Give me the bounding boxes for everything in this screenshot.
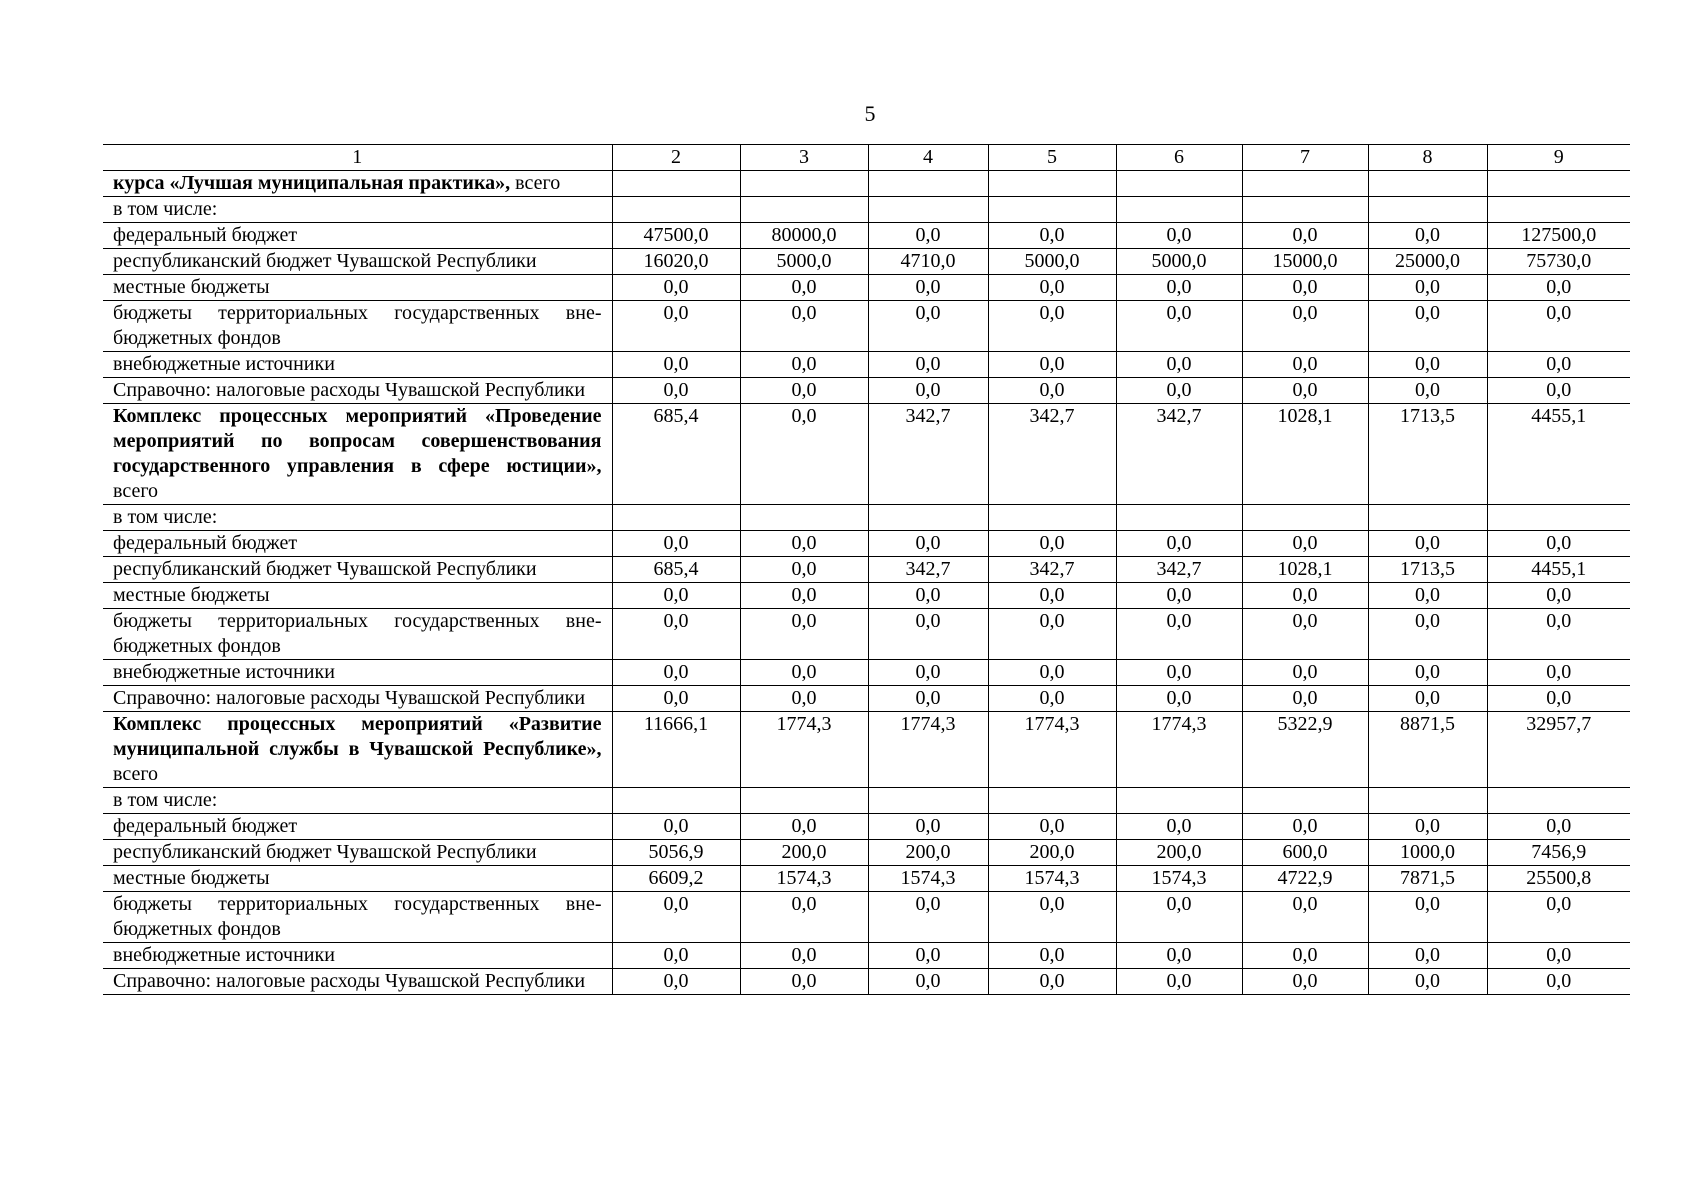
value-cell-col-9 <box>1487 505 1630 531</box>
value-cell-col-5: 0,0 <box>988 583 1116 609</box>
row-label: внебюджетные источники <box>103 660 612 686</box>
value-cell-col-4: 0,0 <box>868 943 988 969</box>
value-cell-col-3 <box>740 505 868 531</box>
value-cell-col-9: 4455,1 <box>1487 404 1630 505</box>
value-cell-col-4: 1774,3 <box>868 712 988 788</box>
value-cell-col-4 <box>868 197 988 223</box>
value-cell-col-8: 1713,5 <box>1368 557 1487 583</box>
value-cell-col-7: 0,0 <box>1242 223 1368 249</box>
row-label: республиканский бюджет Чувашской Республики <box>103 840 612 866</box>
value-cell-col-5 <box>988 505 1116 531</box>
value-cell-col-3: 0,0 <box>740 352 868 378</box>
value-cell-col-4: 0,0 <box>868 609 988 660</box>
table-row <box>103 840 1630 866</box>
value-cell-col-3: 1574,3 <box>740 866 868 892</box>
value-cell-col-8: 0,0 <box>1368 969 1487 995</box>
value-cell-col-2: 0,0 <box>612 686 740 712</box>
table-row <box>103 249 1630 275</box>
value-cell-col-3: 0,0 <box>740 275 868 301</box>
value-cell-col-7: 0,0 <box>1242 301 1368 352</box>
value-cell-col-3: 0,0 <box>740 557 868 583</box>
value-cell-col-6: 0,0 <box>1116 686 1242 712</box>
table-row <box>103 609 1630 660</box>
table-row <box>103 969 1630 995</box>
value-cell-col-7: 0,0 <box>1242 814 1368 840</box>
value-cell-col-2: 0,0 <box>612 609 740 660</box>
value-cell-col-9: 0,0 <box>1487 583 1630 609</box>
value-cell-col-6: 200,0 <box>1116 840 1242 866</box>
value-cell-col-9: 0,0 <box>1487 892 1630 943</box>
table-row <box>103 301 1630 352</box>
value-cell-col-7: 0,0 <box>1242 943 1368 969</box>
value-cell-col-5: 0,0 <box>988 660 1116 686</box>
value-cell-col-9: 0,0 <box>1487 378 1630 404</box>
row-label: местные бюджеты <box>103 583 612 609</box>
value-cell-col-7: 4722,9 <box>1242 866 1368 892</box>
budget-table <box>103 144 1630 995</box>
value-cell-col-4: 0,0 <box>868 223 988 249</box>
value-cell-col-7: 0,0 <box>1242 531 1368 557</box>
value-cell-col-4 <box>868 171 988 197</box>
value-cell-col-2: 0,0 <box>612 275 740 301</box>
row-label: Справочно: налоговые расходы Чувашской Республики <box>103 378 612 404</box>
value-cell-col-9: 0,0 <box>1487 686 1630 712</box>
value-cell-col-3 <box>740 197 868 223</box>
value-cell-col-6: 1774,3 <box>1116 712 1242 788</box>
value-cell-col-5: 0,0 <box>988 301 1116 352</box>
value-cell-col-2: 0,0 <box>612 943 740 969</box>
value-cell-col-5: 342,7 <box>988 404 1116 505</box>
value-cell-col-9: 25500,8 <box>1487 866 1630 892</box>
value-cell-col-2 <box>612 171 740 197</box>
value-cell-col-9: 0,0 <box>1487 660 1630 686</box>
table-row <box>103 943 1630 969</box>
value-cell-col-4: 0,0 <box>868 892 988 943</box>
value-cell-col-9 <box>1487 171 1630 197</box>
value-cell-col-3: 0,0 <box>740 814 868 840</box>
value-cell-col-9 <box>1487 788 1630 814</box>
value-cell-col-9: 4455,1 <box>1487 557 1630 583</box>
value-cell-col-3: 0,0 <box>740 943 868 969</box>
value-cell-col-2: 685,4 <box>612 404 740 505</box>
value-cell-col-8: 0,0 <box>1368 660 1487 686</box>
value-cell-col-2: 16020,0 <box>612 249 740 275</box>
row-label: федеральный бюджет <box>103 814 612 840</box>
value-cell-col-8: 0,0 <box>1368 275 1487 301</box>
row-label <box>103 404 612 505</box>
value-cell-col-4: 342,7 <box>868 404 988 505</box>
value-cell-col-8 <box>1368 171 1487 197</box>
row-label: в том числе: <box>103 505 612 531</box>
table-row <box>103 378 1630 404</box>
table-header-row <box>103 145 1630 171</box>
value-cell-col-5: 0,0 <box>988 943 1116 969</box>
value-cell-col-8: 0,0 <box>1368 352 1487 378</box>
value-cell-col-6: 5000,0 <box>1116 249 1242 275</box>
value-cell-col-7: 1028,1 <box>1242 404 1368 505</box>
value-cell-col-7: 0,0 <box>1242 969 1368 995</box>
value-cell-col-5: 1574,3 <box>988 866 1116 892</box>
row-label: Справочно: налоговые расходы Чувашской Республики <box>103 969 612 995</box>
row-label: в том числе: <box>103 788 612 814</box>
row-label-suffix: всего <box>113 763 159 785</box>
value-cell-col-5: 342,7 <box>988 557 1116 583</box>
value-cell-col-8: 1713,5 <box>1368 404 1487 505</box>
value-cell-col-6: 0,0 <box>1116 352 1242 378</box>
table-row <box>103 197 1630 223</box>
value-cell-col-4: 0,0 <box>868 814 988 840</box>
value-cell-col-6: 0,0 <box>1116 301 1242 352</box>
column-header-7: 7 <box>1242 145 1368 171</box>
value-cell-col-4 <box>868 505 988 531</box>
value-cell-col-9: 0,0 <box>1487 943 1630 969</box>
value-cell-col-7: 0,0 <box>1242 609 1368 660</box>
value-cell-col-2: 0,0 <box>612 814 740 840</box>
value-cell-col-4 <box>868 788 988 814</box>
value-cell-col-3: 0,0 <box>740 378 868 404</box>
value-cell-col-7: 0,0 <box>1242 352 1368 378</box>
value-cell-col-4: 0,0 <box>868 352 988 378</box>
value-cell-col-5: 0,0 <box>988 352 1116 378</box>
value-cell-col-8: 8871,5 <box>1368 712 1487 788</box>
table-row <box>103 404 1630 505</box>
column-header-2: 2 <box>612 145 740 171</box>
value-cell-col-9: 75730,0 <box>1487 249 1630 275</box>
value-cell-col-9: 0,0 <box>1487 352 1630 378</box>
value-cell-col-4: 1574,3 <box>868 866 988 892</box>
table-body <box>103 145 1630 995</box>
value-cell-col-2: 0,0 <box>612 378 740 404</box>
value-cell-col-8 <box>1368 788 1487 814</box>
table-row <box>103 557 1630 583</box>
value-cell-col-8: 0,0 <box>1368 814 1487 840</box>
value-cell-col-5: 0,0 <box>988 686 1116 712</box>
value-cell-col-8 <box>1368 505 1487 531</box>
table-row <box>103 275 1630 301</box>
value-cell-col-3: 0,0 <box>740 609 868 660</box>
value-cell-col-6: 0,0 <box>1116 609 1242 660</box>
value-cell-col-3: 1774,3 <box>740 712 868 788</box>
value-cell-col-2: 5056,9 <box>612 840 740 866</box>
table-row <box>103 788 1630 814</box>
value-cell-col-7 <box>1242 788 1368 814</box>
value-cell-col-4: 0,0 <box>868 969 988 995</box>
value-cell-col-4: 0,0 <box>868 660 988 686</box>
table-row <box>103 660 1630 686</box>
row-label-suffix: всего <box>510 172 561 194</box>
value-cell-col-7: 5322,9 <box>1242 712 1368 788</box>
value-cell-col-6: 0,0 <box>1116 969 1242 995</box>
value-cell-col-5: 0,0 <box>988 378 1116 404</box>
value-cell-col-8: 1000,0 <box>1368 840 1487 866</box>
column-header-1: 1 <box>103 145 612 171</box>
value-cell-col-5: 1774,3 <box>988 712 1116 788</box>
value-cell-col-5: 0,0 <box>988 223 1116 249</box>
column-header-8: 8 <box>1368 145 1487 171</box>
row-label: внебюджетные источники <box>103 943 612 969</box>
value-cell-col-8: 0,0 <box>1368 223 1487 249</box>
column-header-5: 5 <box>988 145 1116 171</box>
value-cell-col-6: 0,0 <box>1116 378 1242 404</box>
value-cell-col-3: 5000,0 <box>740 249 868 275</box>
row-label-suffix: всего <box>113 480 159 502</box>
row-label <box>103 171 612 197</box>
column-header-9: 9 <box>1487 145 1630 171</box>
table-row <box>103 686 1630 712</box>
value-cell-col-3: 0,0 <box>740 969 868 995</box>
value-cell-col-7: 600,0 <box>1242 840 1368 866</box>
value-cell-col-5 <box>988 197 1116 223</box>
value-cell-col-7 <box>1242 171 1368 197</box>
value-cell-col-2: 6609,2 <box>612 866 740 892</box>
value-cell-col-6: 0,0 <box>1116 223 1242 249</box>
value-cell-col-7: 0,0 <box>1242 892 1368 943</box>
value-cell-col-2: 0,0 <box>612 660 740 686</box>
row-label: в том числе: <box>103 197 612 223</box>
value-cell-col-4: 0,0 <box>868 531 988 557</box>
value-cell-col-7: 0,0 <box>1242 686 1368 712</box>
value-cell-col-2: 0,0 <box>612 892 740 943</box>
value-cell-col-6: 0,0 <box>1116 814 1242 840</box>
table-row <box>103 171 1630 197</box>
value-cell-col-2: 0,0 <box>612 969 740 995</box>
value-cell-col-5: 200,0 <box>988 840 1116 866</box>
row-label-bold: Комплекс процессных мероприятий «Проведение мероприятий по вопросам совершенствования государственного управления в сфере юстиции», <box>113 405 602 477</box>
value-cell-col-6: 0,0 <box>1116 660 1242 686</box>
value-cell-col-3: 80000,0 <box>740 223 868 249</box>
value-cell-col-2 <box>612 197 740 223</box>
value-cell-col-5: 0,0 <box>988 892 1116 943</box>
value-cell-col-3: 200,0 <box>740 840 868 866</box>
value-cell-col-5: 0,0 <box>988 275 1116 301</box>
value-cell-col-3: 0,0 <box>740 583 868 609</box>
value-cell-col-6: 342,7 <box>1116 557 1242 583</box>
value-cell-col-7: 0,0 <box>1242 275 1368 301</box>
value-cell-col-5: 0,0 <box>988 609 1116 660</box>
value-cell-col-6 <box>1116 505 1242 531</box>
value-cell-col-9: 0,0 <box>1487 531 1630 557</box>
value-cell-col-8: 0,0 <box>1368 583 1487 609</box>
table-row <box>103 866 1630 892</box>
value-cell-col-2 <box>612 505 740 531</box>
row-label: внебюджетные источники <box>103 352 612 378</box>
row-label: бюджеты территориальных государственных внебюджетных фондов <box>103 609 612 660</box>
column-header-6: 6 <box>1116 145 1242 171</box>
value-cell-col-5: 0,0 <box>988 814 1116 840</box>
value-cell-col-7: 0,0 <box>1242 378 1368 404</box>
value-cell-col-7 <box>1242 505 1368 531</box>
value-cell-col-3: 0,0 <box>740 301 868 352</box>
value-cell-col-6: 1574,3 <box>1116 866 1242 892</box>
value-cell-col-6: 0,0 <box>1116 892 1242 943</box>
value-cell-col-2: 685,4 <box>612 557 740 583</box>
table-row <box>103 712 1630 788</box>
value-cell-col-6: 0,0 <box>1116 583 1242 609</box>
value-cell-col-4: 342,7 <box>868 557 988 583</box>
table-row <box>103 583 1630 609</box>
value-cell-col-7: 1028,1 <box>1242 557 1368 583</box>
table-row <box>103 352 1630 378</box>
value-cell-col-8: 0,0 <box>1368 301 1487 352</box>
value-cell-col-2: 0,0 <box>612 301 740 352</box>
value-cell-col-9: 0,0 <box>1487 969 1630 995</box>
row-label <box>103 712 612 788</box>
value-cell-col-4: 200,0 <box>868 840 988 866</box>
value-cell-col-6 <box>1116 788 1242 814</box>
row-label-bold: Комплекс процессных мероприятий «Развитие муниципальной службы в Чувашской Республике», <box>113 713 602 760</box>
value-cell-col-3: 0,0 <box>740 404 868 505</box>
value-cell-col-8: 0,0 <box>1368 943 1487 969</box>
value-cell-col-8 <box>1368 197 1487 223</box>
table-row <box>103 892 1630 943</box>
row-label: местные бюджеты <box>103 866 612 892</box>
row-label: федеральный бюджет <box>103 531 612 557</box>
value-cell-col-7: 15000,0 <box>1242 249 1368 275</box>
value-cell-col-2: 0,0 <box>612 352 740 378</box>
value-cell-col-4: 0,0 <box>868 686 988 712</box>
value-cell-col-6: 342,7 <box>1116 404 1242 505</box>
value-cell-col-4: 0,0 <box>868 275 988 301</box>
row-label: федеральный бюджет <box>103 223 612 249</box>
value-cell-col-2: 0,0 <box>612 531 740 557</box>
value-cell-col-7: 0,0 <box>1242 583 1368 609</box>
row-label-bold: курса «Лучшая муниципальная практика», <box>113 172 511 194</box>
value-cell-col-3: 0,0 <box>740 660 868 686</box>
value-cell-col-2 <box>612 788 740 814</box>
value-cell-col-8: 7871,5 <box>1368 866 1487 892</box>
value-cell-col-5: 5000,0 <box>988 249 1116 275</box>
value-cell-col-9: 0,0 <box>1487 609 1630 660</box>
value-cell-col-3: 0,0 <box>740 892 868 943</box>
value-cell-col-5 <box>988 171 1116 197</box>
row-label: Справочно: налоговые расходы Чувашской Республики <box>103 686 612 712</box>
value-cell-col-4: 0,0 <box>868 301 988 352</box>
table-row <box>103 814 1630 840</box>
value-cell-col-4: 0,0 <box>868 378 988 404</box>
value-cell-col-9: 127500,0 <box>1487 223 1630 249</box>
value-cell-col-4: 0,0 <box>868 583 988 609</box>
value-cell-col-8: 0,0 <box>1368 609 1487 660</box>
value-cell-col-9: 0,0 <box>1487 275 1630 301</box>
column-header-4: 4 <box>868 145 988 171</box>
value-cell-col-6 <box>1116 197 1242 223</box>
column-header-3: 3 <box>740 145 868 171</box>
table-row <box>103 223 1630 249</box>
value-cell-col-7: 0,0 <box>1242 660 1368 686</box>
value-cell-col-9: 0,0 <box>1487 814 1630 840</box>
page-number: 5 <box>864 101 876 126</box>
value-cell-col-6: 0,0 <box>1116 943 1242 969</box>
value-cell-col-5 <box>988 788 1116 814</box>
value-cell-col-8: 0,0 <box>1368 531 1487 557</box>
value-cell-col-8: 25000,0 <box>1368 249 1487 275</box>
value-cell-col-9: 0,0 <box>1487 301 1630 352</box>
value-cell-col-9: 32957,7 <box>1487 712 1630 788</box>
value-cell-col-3 <box>740 788 868 814</box>
value-cell-col-2: 11666,1 <box>612 712 740 788</box>
value-cell-col-6: 0,0 <box>1116 275 1242 301</box>
row-label: местные бюджеты <box>103 275 612 301</box>
value-cell-col-6 <box>1116 171 1242 197</box>
value-cell-col-3: 0,0 <box>740 531 868 557</box>
value-cell-col-9: 7456,9 <box>1487 840 1630 866</box>
row-label: республиканский бюджет Чувашской Республики <box>103 249 612 275</box>
value-cell-col-2: 0,0 <box>612 583 740 609</box>
value-cell-col-4: 4710,0 <box>868 249 988 275</box>
value-cell-col-3 <box>740 171 868 197</box>
row-label: республиканский бюджет Чувашской Республики <box>103 557 612 583</box>
table-row <box>103 531 1630 557</box>
value-cell-col-9 <box>1487 197 1630 223</box>
value-cell-col-8: 0,0 <box>1368 686 1487 712</box>
value-cell-col-3: 0,0 <box>740 686 868 712</box>
value-cell-col-6: 0,0 <box>1116 531 1242 557</box>
row-label: бюджеты территориальных государственных внебюджетных фондов <box>103 301 612 352</box>
value-cell-col-8: 0,0 <box>1368 378 1487 404</box>
value-cell-col-5: 0,0 <box>988 531 1116 557</box>
value-cell-col-7 <box>1242 197 1368 223</box>
value-cell-col-2: 47500,0 <box>612 223 740 249</box>
table-row <box>103 505 1630 531</box>
value-cell-col-8: 0,0 <box>1368 892 1487 943</box>
row-label: бюджеты территориальных государственных внебюджетных фондов <box>103 892 612 943</box>
value-cell-col-5: 0,0 <box>988 969 1116 995</box>
